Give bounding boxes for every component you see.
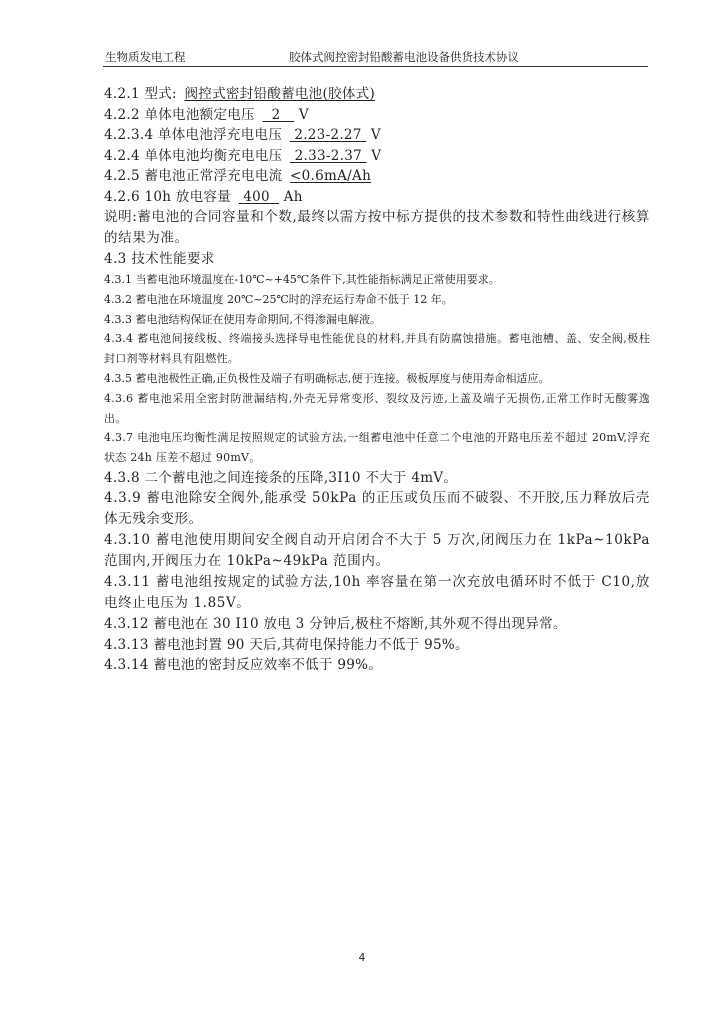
spec-line-float-voltage (104, 125, 650, 146)
spec-value: <0.6mA/Ah (290, 168, 372, 184)
requirement-item: 4.3.11 蓄电池组按规定的试验方法,10h 率容量在第一次充放电循环时不低于 C10,放电终止电压为 1.85V。 (104, 574, 650, 612)
spec-value: 400 (243, 188, 270, 205)
requirement-item: 4.3.1 当蓄电池环境温度在-10℃~+45℃条件下,其性能指标满足正常使用要求。 (104, 273, 500, 286)
page-header (103, 50, 648, 67)
spec-unit: Ah (283, 188, 303, 205)
spec-label: 4.2.6 10h 放电容量 (104, 188, 232, 205)
spec-value: 2.23-2.27 (294, 127, 362, 143)
spec-line-float-current (104, 166, 650, 187)
requirement-item: 4.3.6 蓄电池采用全密封防泄漏结构,外壳无异常变形、裂纹及污迹,上盖及端子无损伤,正常工作时无酸雾逸出。 (104, 391, 650, 425)
requirement-item: 4.3.3 蓄电池结构保证在使用寿命期间,不得渗漏电解液。 (104, 312, 381, 326)
requirement-item: 4.3.8 二个蓄电池之间连接条的压降,3I10 不大于 4mV。 (104, 469, 458, 486)
spec-line-capacity (104, 187, 650, 208)
spec-label: 4.2.3.4 单体电池浮充电电压 (104, 127, 283, 143)
section-title: 4.3 技术性能要求 (104, 251, 215, 267)
page-number: 4 (358, 952, 366, 964)
requirement-item: 4.3.5 蓄电池极性正确,正负极性及端子有明确标志,便于连接。极板厚度与使用寿命相适应。 (104, 371, 550, 385)
header-project-name: 生物质发电工程 (105, 50, 186, 64)
document-body (104, 84, 650, 676)
spec-label: 4.2.1 型式: (104, 86, 177, 102)
capacity-note: 说明:蓄电池的合同容量和个数,最终以需方按中标方提供的技术参数和特性曲线进行核算的结果为准。 (104, 209, 650, 246)
requirement-item: 4.3.13 蓄电池封置 90 天后,其荷电保持能力不低于 95%。 (104, 636, 469, 653)
spec-unit: V (371, 147, 382, 164)
requirement-item: 4.3.9 蓄电池除安全阀外,能承受 50kPa 的正压或负压而不破裂、不开胶,压力释放后壳体无残余变形。 (104, 490, 650, 528)
spec-label: 4.2.5 蓄电池正常浮充电电流 (104, 168, 283, 184)
spec-unit: V (370, 127, 381, 143)
requirement-item: 4.3.10 蓄电池使用期间安全阀自动开启闭合不大于 5 万次,闭阀压力在 1kPa~10kPa 范围内,开阀压力在 10kPa~49kPa 范围内。 (104, 532, 650, 570)
requirement-item: 4.3.2 蓄电池在环境温度 20℃~25℃时的浮充运行寿命不低于 12 年。 (104, 292, 453, 306)
spec-unit: V (298, 106, 309, 123)
spec-value: 2 (271, 106, 281, 123)
spec-line-equalizing-voltage (104, 146, 650, 167)
spec-label: 4.2.2 单体电池额定电压 (104, 106, 255, 123)
spec-line-rated-voltage (104, 105, 650, 126)
requirement-item: 4.3.4 蓄电池间接线板、终端接头选择导电性能优良的材料,并具有防腐蚀措施。蓄电池槽、盖、安全阀,极柱封口剂等材料具有阻燃性。 (104, 332, 650, 366)
spec-line-type (104, 84, 650, 105)
spec-value: 2.33-2.37 (294, 147, 363, 164)
header-document-title: 胶体式阀控密封铅酸蓄电池设备供货技术协议 (289, 50, 519, 64)
requirement-item: 4.3.14 蓄电池的密封反应效率不低于 99%。 (104, 657, 383, 674)
spec-label: 4.2.4 单体电池均衡充电电压 (104, 147, 283, 164)
requirement-item: 4.3.12 蓄电池在 30 I10 放电 3 分钟后,极柱不熔断,其外观不得出现异常。 (104, 616, 567, 633)
requirement-item: 4.3.7 电池电压均衡性满足按照规定的试验方法,一组蓄电池中任意二个电池的开路电压差不超过 20mV,浮充状态 24h 压差不超过 90mV。 (104, 431, 650, 465)
spec-value: 阀控式密封铅酸蓄电池(胶体式) (184, 86, 376, 102)
